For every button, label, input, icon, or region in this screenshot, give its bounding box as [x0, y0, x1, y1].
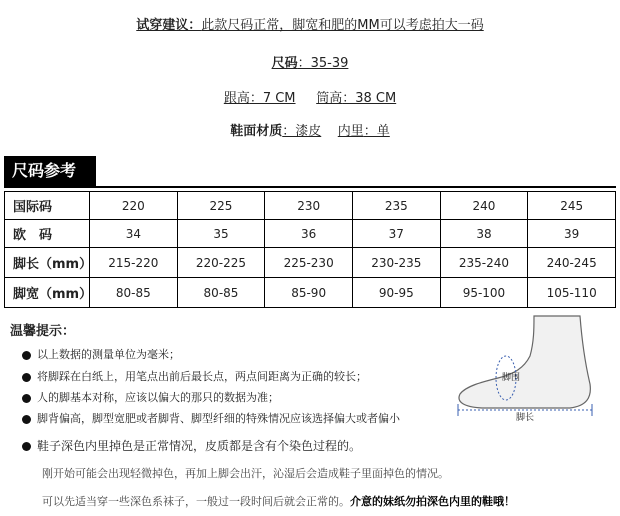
table-cell: 37 [352, 220, 440, 248]
fit-advice-label: 试穿建议： [136, 18, 202, 33]
table-cell: 235-240 [440, 248, 528, 278]
heel-height-label: 跟高 [223, 91, 250, 106]
bullet-icon [22, 351, 31, 360]
lining-label: 内里 [337, 124, 364, 139]
table-cell: 35 [177, 220, 265, 248]
row-label: 国际码 [5, 192, 90, 220]
lining-value: ：单 [363, 124, 390, 139]
table-cell: 240-245 [528, 248, 616, 278]
table-cell: 240 [440, 192, 528, 220]
table-cell: 220-225 [177, 248, 265, 278]
dye-warning: 介意的妹纸勿拍深色内里的鞋哦！ [350, 495, 515, 508]
row-label: 欧 码 [5, 220, 90, 248]
fit-advice-text: 此款尺码正常，脚宽和肥的MM可以考虑拍大一码 [201, 18, 484, 33]
tube-height-label: 筒高 [316, 91, 343, 106]
table-cell: 235 [352, 192, 440, 220]
dye-note-2: 刚开始可能会出现轻微掉色，再加上脚会出汗，沁湿后会造成鞋子里面掉色的情况。 [42, 467, 449, 480]
table-row [5, 220, 616, 248]
bullet-icon [22, 415, 31, 424]
tip-item: 脚背偏高，脚型宽肥或者脚背、脚型纤细的特殊情况应该选择偏大或者偏小 [22, 410, 400, 426]
table-cell: 95-100 [440, 278, 528, 308]
table-cell: 85-90 [265, 278, 353, 308]
foot-outline-icon [459, 316, 590, 408]
table-cell: 230-235 [352, 248, 440, 278]
table-cell: 38 [440, 220, 528, 248]
tips-title: 温馨提示： [10, 324, 76, 339]
section-title: 尺码参考 [4, 156, 96, 186]
table-cell: 90-95 [352, 278, 440, 308]
foot-measure-diagram [452, 312, 612, 422]
size-table [4, 191, 616, 308]
heights [0, 87, 620, 106]
material-label: 鞋面材质 [230, 124, 283, 139]
table-row [5, 248, 616, 278]
foot-length-label: 脚长 [516, 413, 535, 422]
fit-advice [0, 14, 620, 33]
size-range-label: 尺码 [271, 56, 298, 71]
tip-item: 鞋子深色内里掉色是正常情况，皮质都是含有个染色过程的。 [22, 437, 361, 454]
table-cell: 34 [90, 220, 178, 248]
tip-item: 将脚踩在白纸上，用笔点出前后最长点，两点间距离为正确的较长； [22, 368, 367, 384]
table-cell: 220 [90, 192, 178, 220]
table-cell: 80-85 [177, 278, 265, 308]
tip-item: 人的脚基本对称，应该以偏大的那只的数据为准； [22, 389, 279, 405]
tube-height-value: ：38 CM [342, 91, 397, 106]
table-row [5, 192, 616, 220]
table-row [5, 278, 616, 308]
bullet-icon [22, 442, 31, 451]
section-divider [4, 186, 616, 188]
table-cell: 39 [528, 220, 616, 248]
table-cell: 36 [265, 220, 353, 248]
foot-width-label: 脚围 [502, 373, 521, 383]
row-label: 脚长（mm） [5, 248, 90, 278]
table-cell: 230 [265, 192, 353, 220]
dye-note-3: 可以先适当穿一些深色系袜子，一般过一段时间后就会正常的。介意的妹纸勿拍深色内里的鞋哦！ [42, 495, 515, 508]
bullet-icon [22, 373, 31, 382]
tip-item: 以上数据的测量单位为毫米； [22, 346, 180, 362]
table-cell: 245 [528, 192, 616, 220]
bullet-icon [22, 394, 31, 403]
table-cell: 225-230 [265, 248, 353, 278]
table-cell: 215-220 [90, 248, 178, 278]
table-cell: 105-110 [528, 278, 616, 308]
material-value: ：漆皮 [282, 124, 322, 139]
row-label: 脚宽（mm） [5, 278, 90, 308]
table-cell: 225 [177, 192, 265, 220]
material [0, 120, 620, 139]
table-cell: 80-85 [90, 278, 178, 308]
size-range [0, 52, 620, 71]
heel-height-value: ：7 CM [249, 91, 296, 106]
size-range-value: ：35-39 [297, 56, 349, 71]
